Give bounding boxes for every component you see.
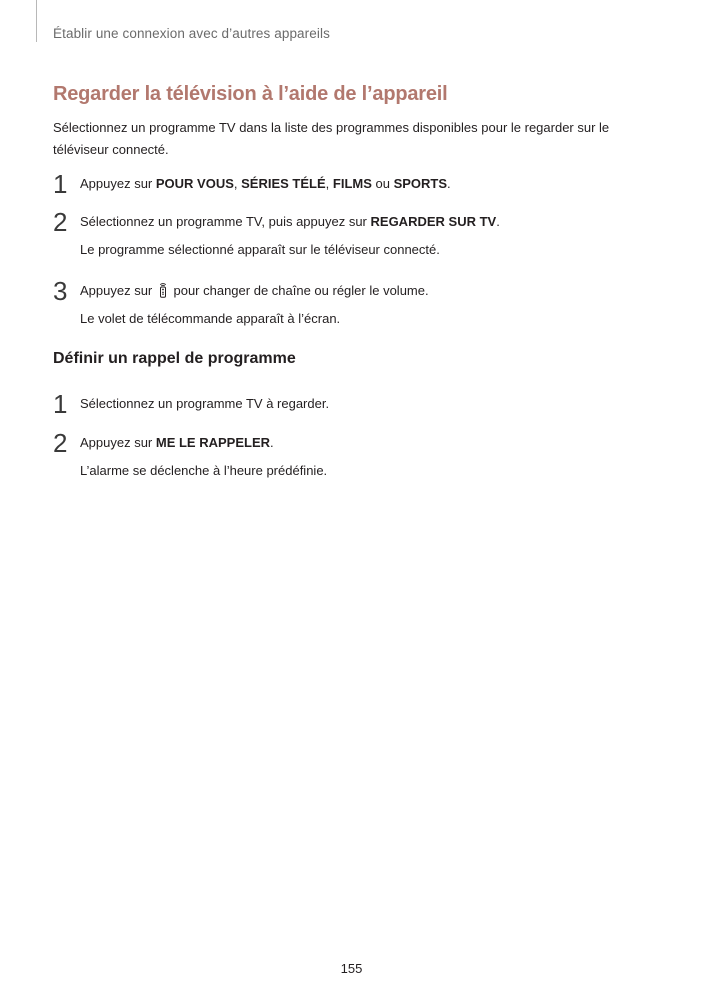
section-intro: Sélectionnez un programme TV dans la liste des programmes disponibles pour le regarder sur le téléviseur connecté.: [53, 120, 610, 157]
option-sports: SPORTS: [393, 176, 448, 191]
page-number: 155: [340, 961, 363, 976]
option-films: FILMS: [332, 176, 372, 191]
step-text: Sélectionnez un programme TV à regarder.: [80, 396, 330, 411]
step-number: 2: [53, 428, 68, 458]
step-note: L’alarme se déclenche à l’heure prédéfinie.: [80, 463, 328, 478]
step-note: Le programme sélectionné apparaît sur le téléviseur connecté.: [80, 242, 440, 257]
option-regarder-sur-tv: REGARDER SUR TV: [370, 214, 497, 229]
step-number: 1: [53, 389, 68, 419]
step-text: Appuyez sur pour changer de chaîne ou régler le volume.: [80, 283, 429, 298]
step-number: 2: [53, 207, 68, 237]
step-text: Appuyez sur ME LE RAPPELER.: [80, 435, 274, 450]
option-me-le-rappeler: ME LE RAPPELER: [155, 435, 270, 450]
option-pour-vous: POUR VOUS: [155, 176, 234, 191]
step-text: Appuyez sur POUR VOUS, SÉRIES TÉLÉ, FILMS ou SPORTS.: [80, 176, 451, 191]
step-text: Sélectionnez un programme TV, puis appuyez sur REGARDER SUR TV.: [80, 214, 500, 229]
subsection-title: Définir un rappel de programme: [53, 350, 296, 367]
step-number: 3: [53, 276, 68, 306]
option-series-tele: SÉRIES TÉLÉ: [241, 176, 326, 191]
running-head: Établir une connexion avec d’autres appareils: [53, 26, 330, 41]
step-note: Le volet de télécommande apparaît à l’écran.: [80, 311, 341, 326]
remote-control-icon: [158, 282, 168, 298]
margin-rule: [36, 0, 37, 42]
section-title: Regarder la télévision à l’aide de l’appareil: [53, 83, 448, 105]
step-number: 1: [53, 169, 68, 199]
